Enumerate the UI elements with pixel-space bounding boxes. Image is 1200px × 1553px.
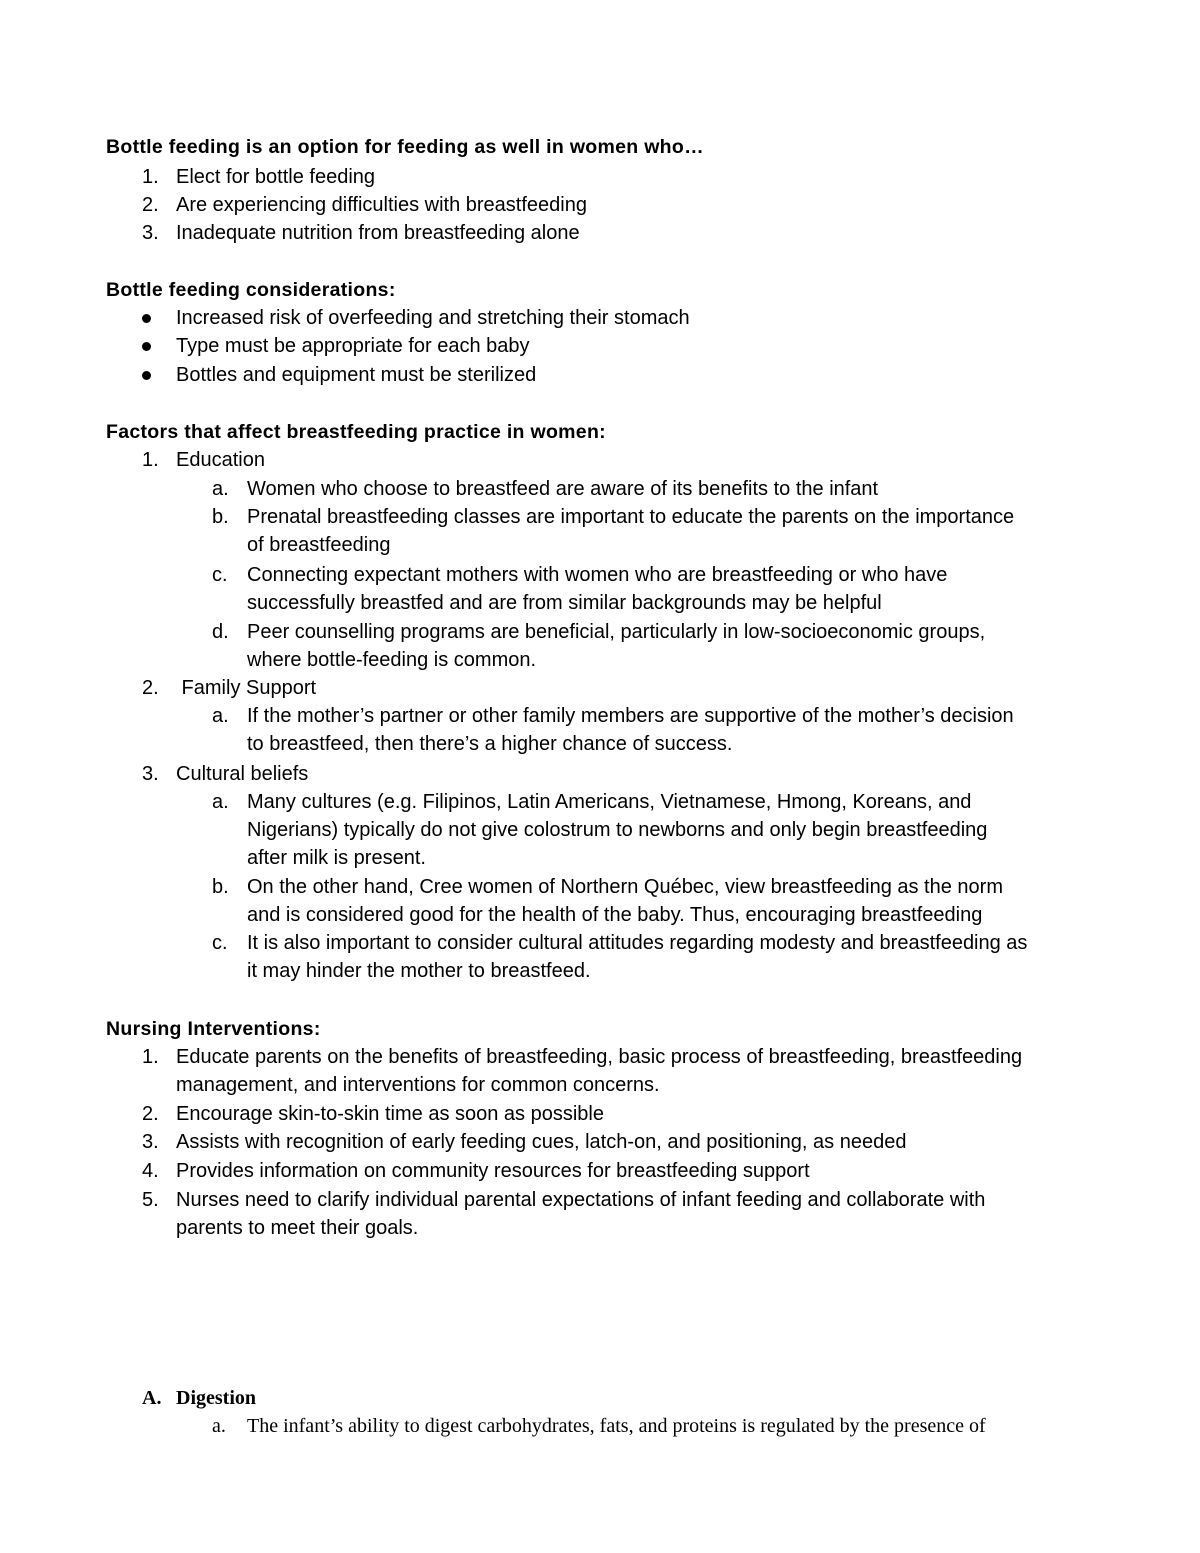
- section-marker-a: A.: [142, 1387, 162, 1409]
- list-marker: 5.: [142, 1189, 159, 1211]
- section-heading-factors: Factors that affect breastfeeding practice in women:: [106, 421, 606, 443]
- list-marker: 3.: [142, 1131, 159, 1153]
- list-marker: 2.: [142, 677, 159, 699]
- sub-list-marker: b.: [212, 506, 229, 528]
- sub-list-marker: a.: [212, 791, 229, 813]
- bullet-icon: [142, 314, 151, 323]
- sub-list-item: Prenatal breastfeeding classes are important to educate the parents on the importance: [247, 506, 1015, 528]
- sub-list-item-continued: successfully breastfed and are from similar backgrounds may be helpful: [247, 592, 882, 614]
- list-item: Nurses need to clarify individual parental expectations of infant feeding and collaborate with: [176, 1189, 986, 1211]
- list-marker: 1.: [142, 166, 159, 188]
- sub-list-item-continued: where bottle-feeding is common.: [247, 649, 537, 671]
- sub-list-item: Women who choose to breastfeed are aware of its benefits to the infant: [247, 478, 879, 500]
- sub-list-item: It is also important to consider cultural attitudes regarding modesty and breastfeeding as: [247, 932, 1028, 954]
- sub-list-marker: a.: [212, 478, 229, 500]
- list-item: Encourage skin-to-skin time as soon as possible: [176, 1103, 604, 1125]
- list-item: Family Support: [176, 677, 317, 699]
- bullet-icon: [142, 371, 151, 380]
- sub-list-marker: c.: [212, 564, 228, 586]
- section-heading-nursing-interventions: Nursing Interventions:: [106, 1018, 321, 1040]
- list-item: Inadequate nutrition from breastfeeding alone: [176, 222, 580, 244]
- sub-list-item-continued: and is considered good for the health of the baby. Thus, encouraging breastfeeding: [247, 904, 983, 926]
- list-item: Cultural beliefs: [176, 763, 309, 785]
- sub-list-item-continued: it may hinder the mother to breastfeed.: [247, 960, 591, 982]
- list-item: Elect for bottle feeding: [176, 166, 376, 188]
- list-item: Type must be appropriate for each baby: [176, 335, 530, 357]
- list-marker: 2.: [142, 194, 159, 216]
- list-item-continued: management, and interventions for common concerns.: [176, 1074, 660, 1096]
- section-heading-bottle-considerations: Bottle feeding considerations:: [106, 279, 396, 301]
- sub-list-item: On the other hand, Cree women of Northern Québec, view breastfeeding as the norm: [247, 876, 1003, 898]
- list-item: Increased risk of overfeeding and stretching their stomach: [176, 307, 690, 329]
- list-marker: 1.: [142, 1046, 159, 1068]
- list-item-continued: parents to meet their goals.: [176, 1217, 419, 1239]
- list-item: Provides information on community resources for breastfeeding support: [176, 1160, 810, 1182]
- list-marker: 2.: [142, 1103, 159, 1125]
- list-item: Education: [176, 449, 265, 471]
- list-item: Are experiencing difficulties with breastfeeding: [176, 194, 587, 216]
- sub-list-marker: a.: [212, 705, 229, 727]
- section-heading-bottle-feeding-option: Bottle feeding is an option for feeding as well in women who…: [106, 136, 704, 158]
- list-item: Assists with recognition of early feeding cues, latch-on, and positioning, as needed: [176, 1131, 907, 1153]
- sub-list-item-continued: Nigerians) typically do not give colostrum to newborns and only begin breastfeeding: [247, 819, 988, 841]
- sub-list-marker: c.: [212, 932, 228, 954]
- section-heading-digestion: Digestion: [176, 1387, 256, 1409]
- list-marker: 3.: [142, 763, 159, 785]
- list-marker: 1.: [142, 449, 159, 471]
- list-marker: 3.: [142, 222, 159, 244]
- list-marker: 4.: [142, 1160, 159, 1182]
- sub-list-item-continued: to breastfeed, then there’s a higher chance of success.: [247, 733, 733, 755]
- sub-list-item: Connecting expectant mothers with women who are breastfeeding or who have: [247, 564, 948, 586]
- sub-list-marker: a.: [212, 1415, 226, 1437]
- list-item: Educate parents on the benefits of breastfeeding, basic process of breastfeeding, breastfeeding: [176, 1046, 1023, 1068]
- sub-list-item: Peer counselling programs are beneficial, particularly in low-socioeconomic groups,: [247, 621, 986, 643]
- sub-list-item: Many cultures (e.g. Filipinos, Latin Americans, Vietnamese, Hmong, Koreans, and: [247, 791, 972, 813]
- sub-list-item: The infant’s ability to digest carbohydrates, fats, and proteins is regulated by the presence of: [247, 1415, 986, 1437]
- sub-list-item: If the mother’s partner or other family members are supportive of the mother’s decision: [247, 705, 1014, 727]
- list-item: Bottles and equipment must be sterilized: [176, 364, 537, 386]
- sub-list-marker: d.: [212, 621, 229, 643]
- bullet-icon: [142, 342, 151, 351]
- sub-list-item-continued: after milk is present.: [247, 847, 426, 869]
- sub-list-marker: b.: [212, 876, 229, 898]
- sub-list-item-continued: of breastfeeding: [247, 534, 391, 556]
